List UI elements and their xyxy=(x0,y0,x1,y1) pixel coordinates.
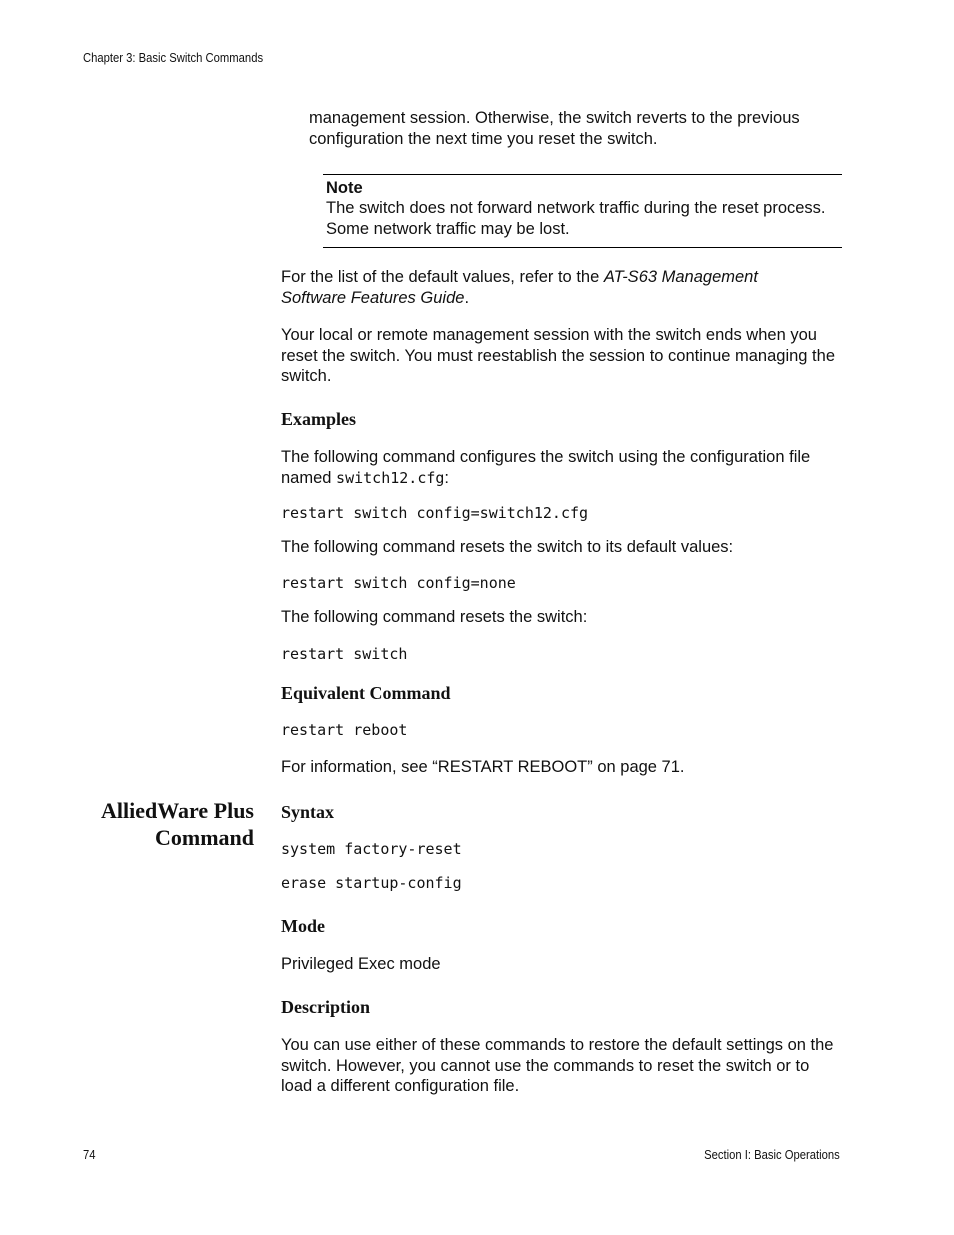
syntax-code-1: system factory-reset xyxy=(281,840,462,858)
equivalent-code: restart reboot xyxy=(281,721,408,739)
session-paragraph: Your local or remote management session with the switch ends when you reset the switch. You must reestablish the session to continue managing the switch. xyxy=(281,326,835,385)
example1-filename: switch12.cfg xyxy=(336,468,445,487)
defaults-suffix: . xyxy=(464,288,470,307)
syntax-heading: Syntax xyxy=(281,802,335,822)
equivalent-info: For information, see “RESTART REBOOT” on page 71. xyxy=(281,758,685,776)
equivalent-heading: Equivalent Command xyxy=(281,683,451,703)
mode-text: Privileged Exec mode xyxy=(281,955,441,973)
page-number: 74 xyxy=(83,1148,96,1162)
description-heading: Description xyxy=(281,997,370,1017)
guide-title: AT-S63 Management Software Features Guide xyxy=(281,268,758,307)
awplus-title-line2: Command xyxy=(154,825,254,850)
mode-heading: Mode xyxy=(281,916,325,936)
defaults-prefix: For the list of the default values, refer to the xyxy=(281,268,604,286)
awplus-title-line1: AlliedWare Plus xyxy=(101,798,254,823)
awplus-section-title xyxy=(60,797,254,851)
example1-code: restart switch config=switch12.cfg xyxy=(281,504,589,522)
intro-paragraph: management session. Otherwise, the switch reverts to the previous configuration the next time you reset the switch. xyxy=(309,109,800,148)
example1-suffix: : xyxy=(444,468,450,487)
example3-text: The following command resets the switch: xyxy=(281,608,588,626)
running-header: Chapter 3: Basic Switch Commands xyxy=(83,51,264,65)
example2-code: restart switch config=none xyxy=(281,574,516,592)
examples-heading: Examples xyxy=(281,409,357,429)
defaults-paragraph xyxy=(281,267,821,308)
note-box xyxy=(323,174,842,248)
example3-code: restart switch xyxy=(281,645,408,663)
syntax-code-2: erase startup-config xyxy=(281,874,462,892)
note-title: Note xyxy=(326,179,363,197)
description-text: You can use either of these commands to restore the default settings on the switch. However, you cannot use the commands to reset the switch or to load a different configuration file. xyxy=(281,1036,834,1095)
example2-text: The following command resets the switch to its default values: xyxy=(281,538,734,556)
example1-text xyxy=(281,447,843,488)
example1-prefix: The following command configures the switch using the configuration file named xyxy=(281,448,811,487)
footer-section: Section I: Basic Operations xyxy=(704,1148,840,1162)
note-text: The switch does not forward network traffic during the reset process. Some network traffic may be lost. xyxy=(326,199,826,238)
